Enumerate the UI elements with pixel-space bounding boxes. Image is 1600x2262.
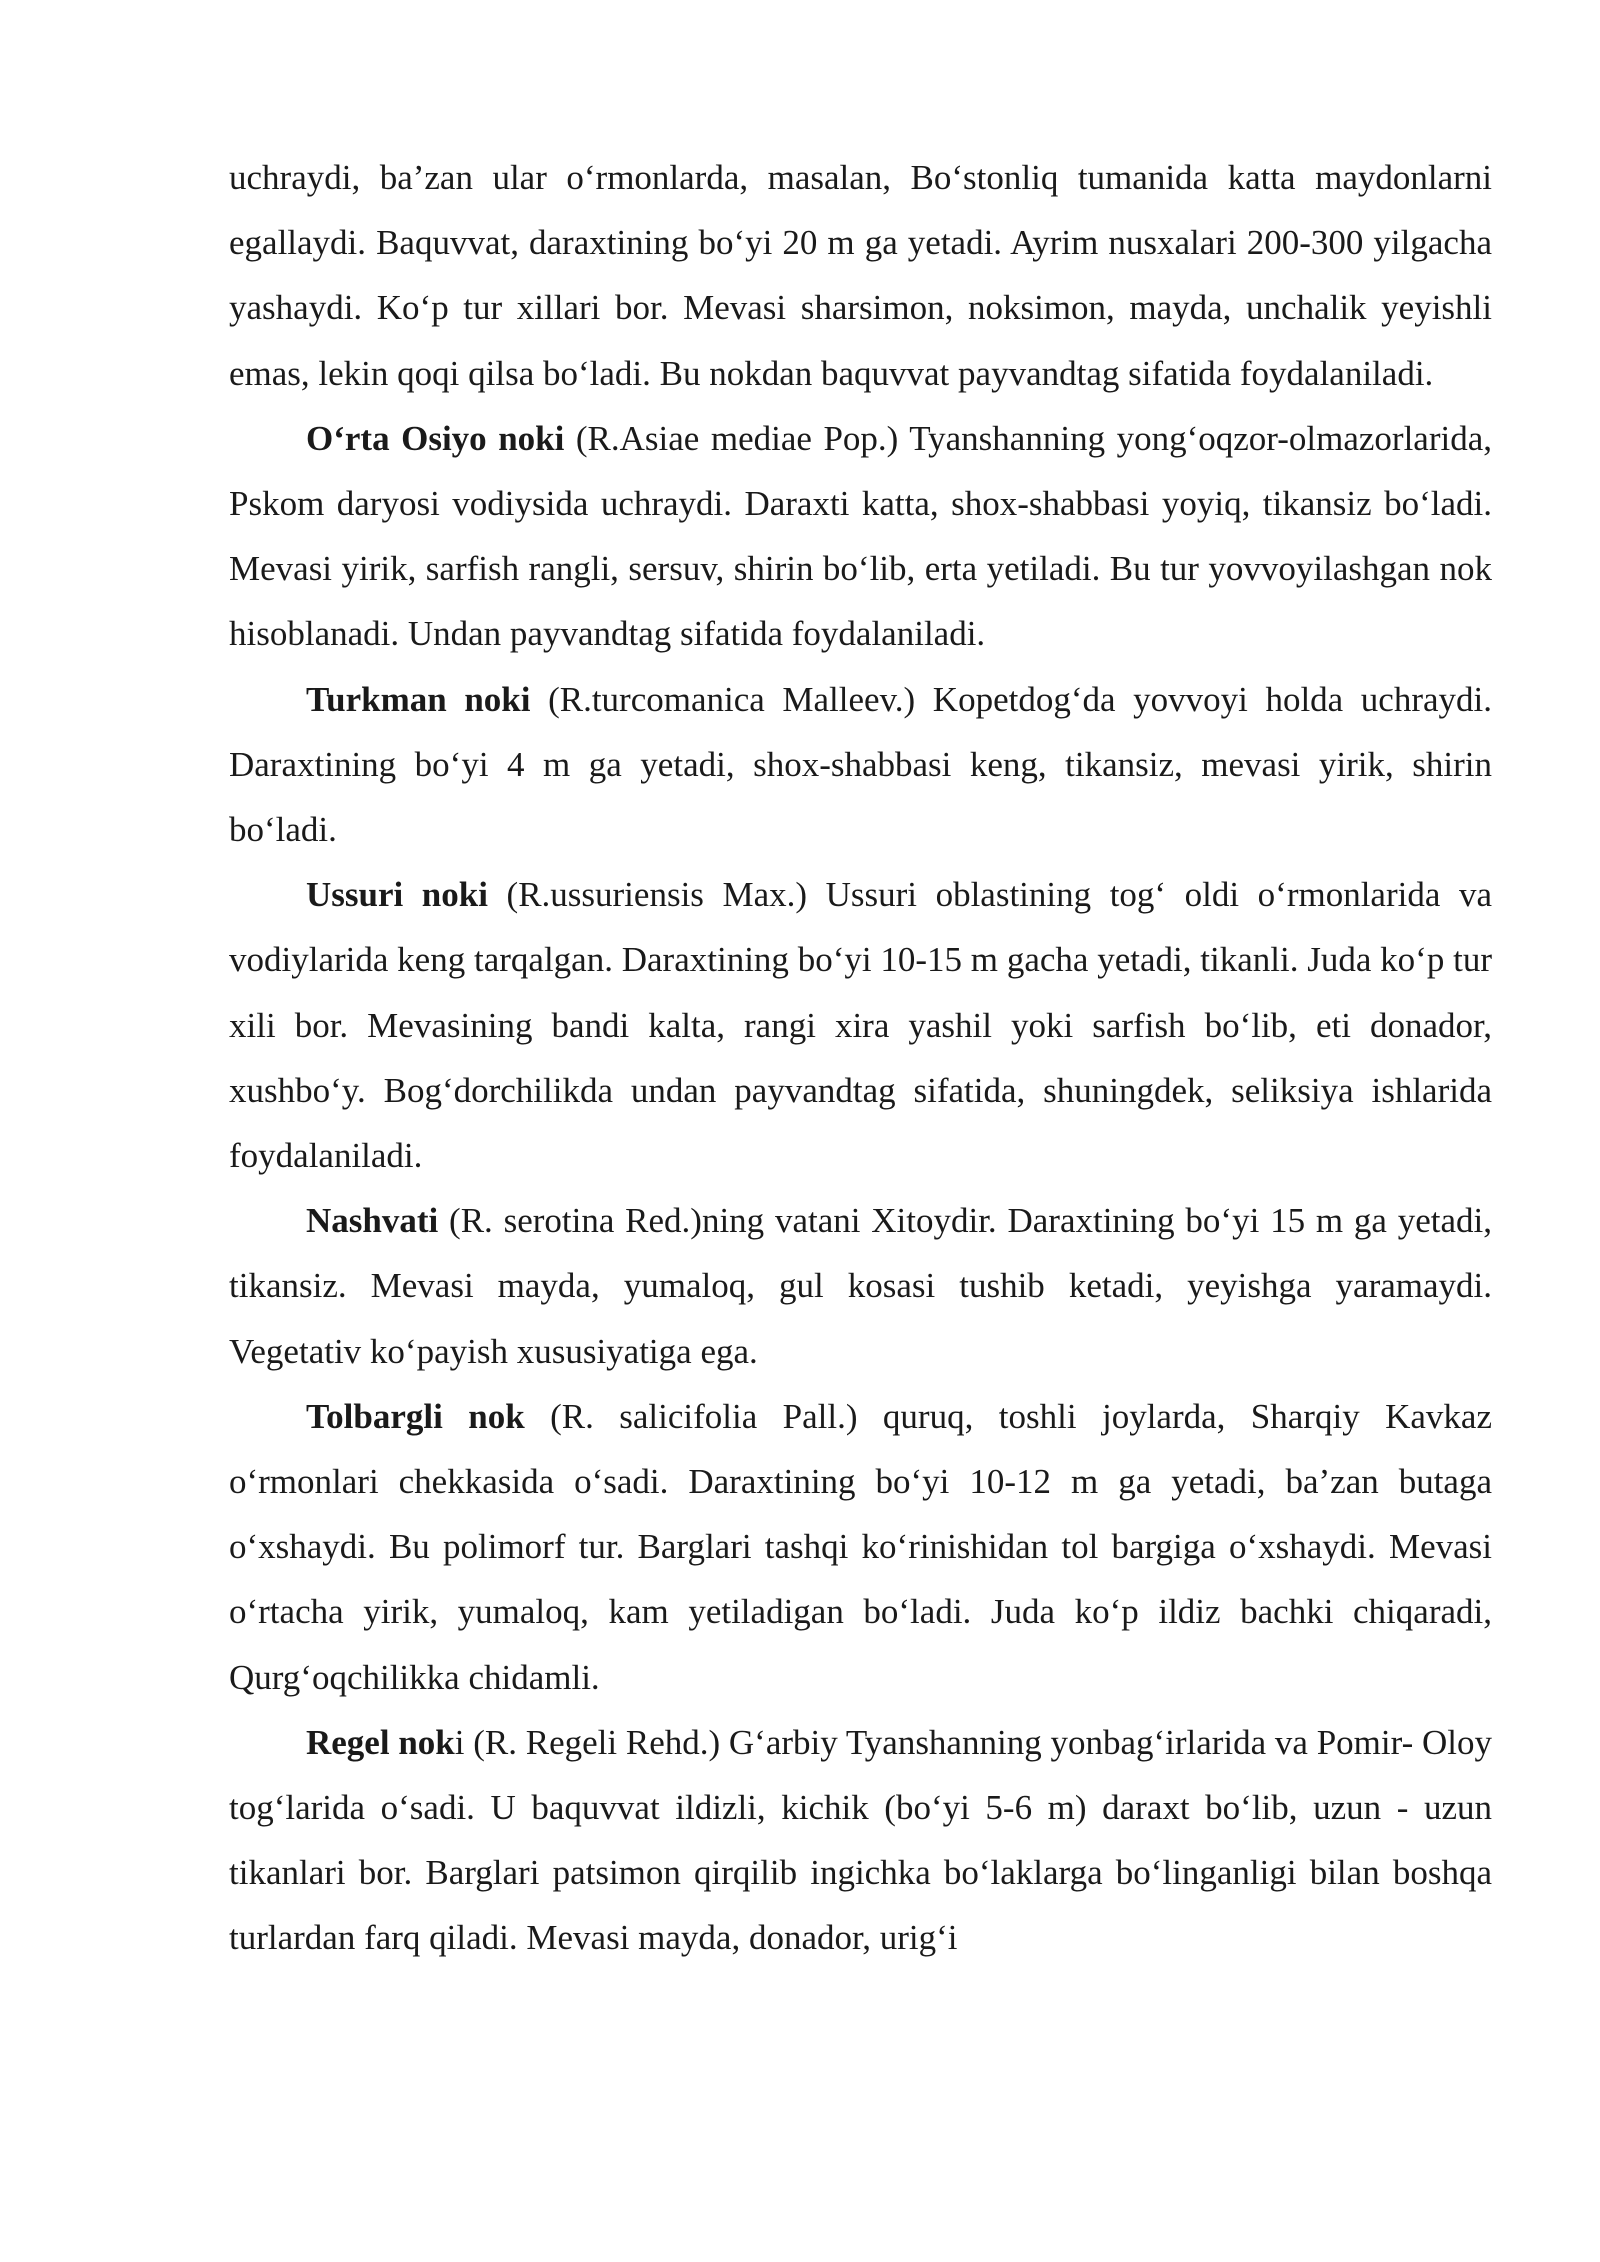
species-term: Regel nok — [306, 1722, 455, 1762]
species-term: Nashvati — [306, 1201, 439, 1241]
paragraph-turkman-noki — [229, 667, 1492, 863]
species-term: Tolbargli nok — [306, 1396, 525, 1436]
paragraph-text: (R.Asiae mediae Pop.) Tyanshanning yong‘oqzor-olmazorlarida, Pskom daryosi vodiysida uchraydi. Daraxti katta, shox-shabbasi yoyiq, tikansiz bo‘ladi. Mevasi yirik, sarfish rangli, sersuv, shirin bo‘lib, erta yetiladi. Bu tur yovvoyilashgan nok hisoblanadi. Undan payvandtag sifatida foydalaniladi. — [229, 418, 1492, 654]
paragraph-text: uchraydi, ba’zan ular o‘rmonlarda, masalan, Bo‘stonliq tumanida katta maydonlarni egallaydi. Baquvvat, daraxtining bo‘yi 20 m ga yetadi. Ayrim nusxalari 200-300 yilgacha yashaydi. Ko‘p tur xillari bor. Mevasi sharsimon, noksimon, mayda, unchalik yeyishli emas, lekin qoqi qilsa bo‘ladi. Bu nokdan baquvvat payvandtag sifatida foydalaniladi. — [229, 158, 1492, 393]
paragraph-intro — [229, 145, 1492, 406]
species-term-tail: i — [454, 1722, 465, 1762]
species-term: Turkman noki — [306, 679, 531, 719]
paragraph-nashvati — [229, 1188, 1492, 1384]
paragraph-tolbargli-nok — [229, 1384, 1492, 1710]
paragraph-text: (R. Regeli Rehd.) G‘arbiy Tyanshanning yonbag‘irlarida va Pomir- Oloy tog‘larida o‘sadi. U baquvvat ildizli, kichik (bo‘yi 5-6 m) daraxt bo‘lib, uzun - uzun tikanlari bor. Barglari patsimon qirqilib ingichka bo‘laklarga bo‘linganligi bilan boshqa turlardan farq qiladi. Mevasi mayda, donador, urig‘i — [229, 1722, 1492, 1958]
paragraph-orta-osiyo-noki — [229, 406, 1492, 667]
paragraph-text: (R.ussuriensis Max.) Ussuri oblastining tog‘ oldi o‘rmonlarida va vodiylarida keng tarqalgan. Daraxtining bo‘yi 10-15 m gacha yetadi, tikanli. Juda ko‘p tur xili bor. Mevasining bandi kalta, rangi xira yashil yoki sarfish bo‘lib, eti donador, xushbo‘y. Bog‘dorchilikda undan payvandtag sifatida, shuningdek, seliksiya ishlarida foydalaniladi. — [229, 875, 1492, 1176]
paragraph-regel-noki — [229, 1710, 1492, 1971]
species-term: Ussuri noki — [306, 875, 488, 915]
species-term: O‘rta Osiyo noki — [306, 418, 565, 458]
document-page — [229, 145, 1492, 1971]
paragraph-ussuri-noki — [229, 862, 1492, 1188]
paragraph-text: (R. salicifolia Pall.) quruq, toshli joylarda, Sharqiy Kavkaz o‘rmonlari chekkasida o‘sadi. Daraxtining bo‘yi 10-12 m ga yetadi, ba’zan butaga o‘xshaydi. Bu polimorf tur. Barglari tashqi ko‘rinishidan tol bargiga o‘xshaydi. Mevasi o‘rtacha yirik, yumaloq, kam yetiladigan bo‘ladi. Juda ko‘p ildiz bachki chiqaradi, Qurg‘oqchilikka chidamli. — [229, 1396, 1492, 1697]
paragraph-text: (R.turcomanica Malleev.) Kopetdog‘da yovvoyi holda uchraydi. Daraxtining bo‘yi 4 m ga yetadi, shox-shabbasi keng, tikansiz, mevasi yirik, shirin bo‘ladi. — [229, 679, 1493, 850]
paragraph-text: (R. serotina Red.)ning vatani Xitoydir. Daraxtining bo‘yi 15 m ga yetadi, tikansiz. Mevasi mayda, yumaloq, gul kosasi tushib ketadi, yeyishga yaramaydi. Vegetativ ko‘payish xususiyatiga ega. — [229, 1201, 1492, 1371]
